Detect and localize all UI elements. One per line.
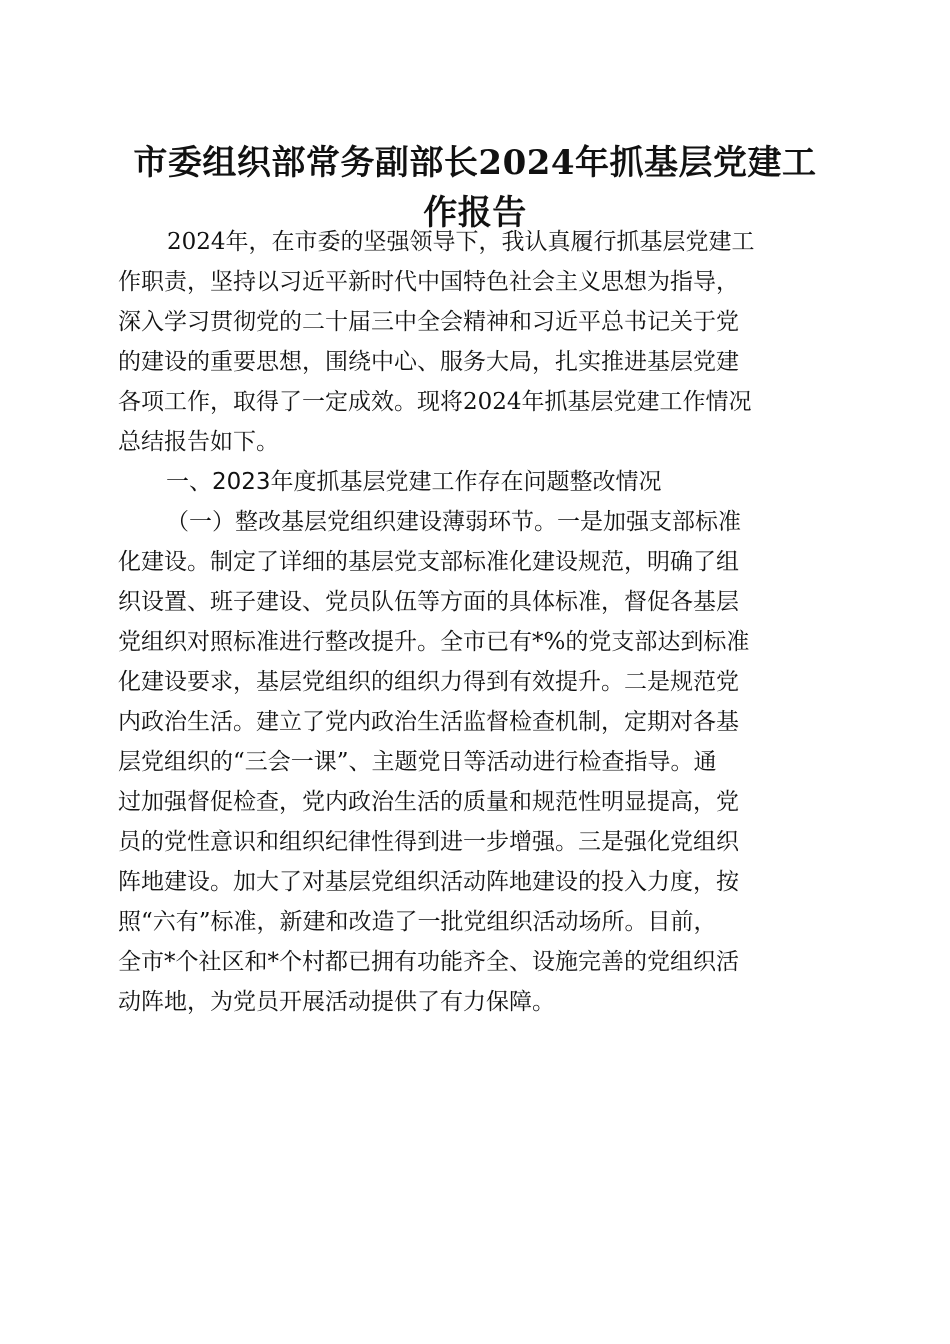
paragraph-line: 化建设。制定了详细的基层党支部标准化建设规范，明确了组 xyxy=(118,549,739,575)
paragraph-line: 动阵地，为党员开展活动提供了有力保障。 xyxy=(118,989,555,1015)
title-line-1: 市委组织部常务副部长2024年抓基层党建工 xyxy=(133,143,817,183)
paragraph-line: 阵地建设。加大了对基层党组织活动阵地建设的投入力度，按 xyxy=(118,869,739,895)
paragraph-line: 作职责，坚持以习近平新时代中国特色社会主义思想为指导， xyxy=(118,269,739,295)
paragraph-line: 2024年，在市委的坚强领导下，我认真履行抓基层党建工 xyxy=(167,229,755,255)
paragraph-line: 的建设的重要思想，围绕中心、服务大局，扎实推进基层党建 xyxy=(118,349,739,375)
paragraph-line: 化建设要求，基层党组织的组织力得到有效提升。二是规范党 xyxy=(118,669,739,695)
paragraph-line: 内政治生活。建立了党内政治生活监督检查机制，定期对各基 xyxy=(118,709,739,735)
paragraph-line: 深入学习贯彻党的二十届三中全会精神和习近平总书记关于党 xyxy=(118,309,739,335)
intro-paragraph xyxy=(118,222,832,462)
paragraph-line: 党组织对照标准进行整改提升。全市已有*%的党支部达到标准 xyxy=(118,629,750,655)
paragraph-line: 织设置、班子建设、党员队伍等方面的具体标准，督促各基层 xyxy=(118,589,739,615)
document-body xyxy=(118,222,832,1022)
paragraph-line: 层党组织的“三会一课”、主题党日等活动进行检查指导。通 xyxy=(118,749,717,775)
section-heading: 一、2023年度抓基层党建工作存在问题整改情况 xyxy=(166,469,662,495)
paragraph-line: 全市*个社区和*个村都已拥有功能齐全、设施完善的党组织活 xyxy=(118,949,739,975)
paragraph-line: 总结报告如下。 xyxy=(118,429,279,455)
section-paragraph xyxy=(118,502,832,1022)
paragraph-line: 过加强督促检查，党内政治生活的质量和规范性明显提高，党 xyxy=(118,789,739,815)
paragraph-line: （一）整改基层党组织建设薄弱环节。一是加强支部标准 xyxy=(166,509,741,535)
title-line-2: 作报告 xyxy=(423,193,527,233)
paragraph-line: 各项工作，取得了一定成效。现将2024年抓基层党建工作情况 xyxy=(118,389,752,415)
paragraph-line: 员的党性意识和组织纪律性得到进一步增强。三是强化党组织 xyxy=(118,829,739,855)
paragraph-line: 照“六有”标准，新建和改造了一批党组织活动场所。目前， xyxy=(118,909,717,935)
